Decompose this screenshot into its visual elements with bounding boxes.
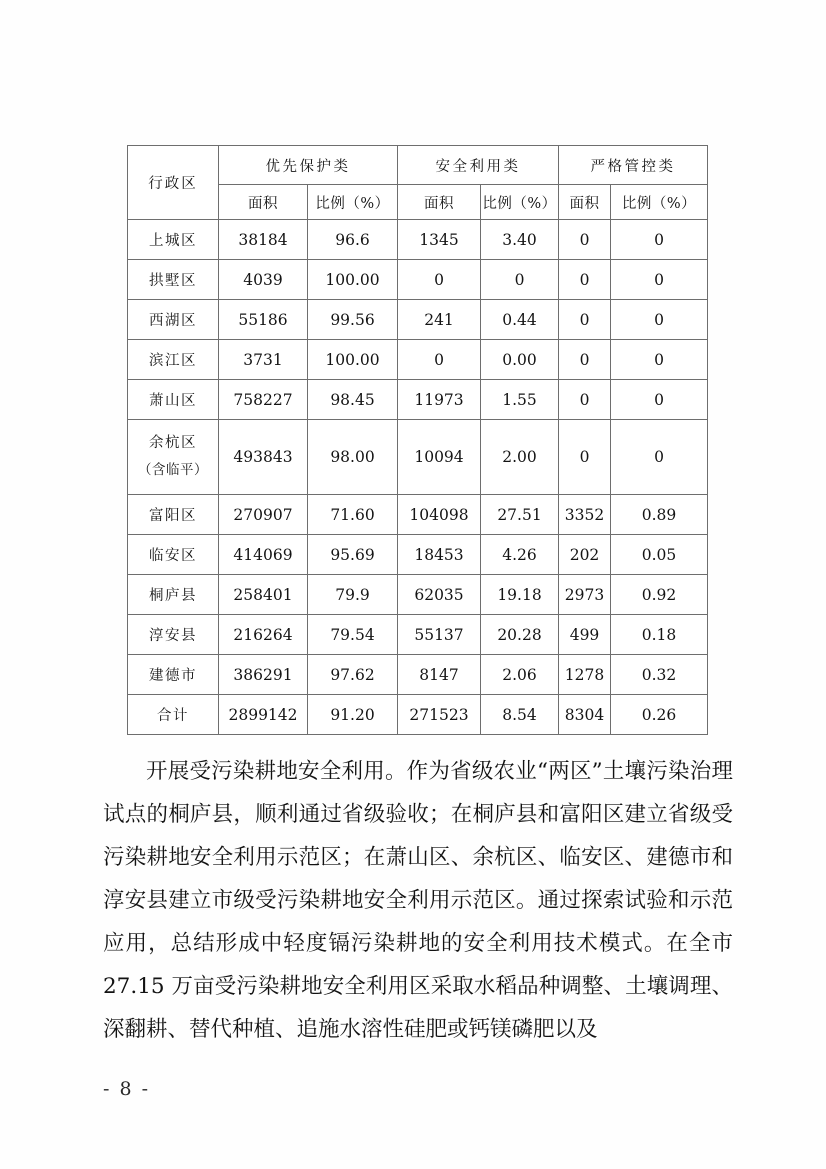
- header-sub-area-2: 面积: [398, 185, 481, 220]
- table-cell-value: 79.9: [308, 575, 398, 615]
- table-cell-value: 79.54: [308, 615, 398, 655]
- table-cell-value: 386291: [219, 655, 308, 695]
- table-header: [128, 146, 708, 220]
- table-body: [128, 220, 708, 735]
- table-cell-value: 55137: [398, 615, 481, 655]
- table-cell-value: 414069: [219, 535, 308, 575]
- table-cell-value: 241: [398, 300, 481, 340]
- region-name: 余杭区: [149, 435, 197, 452]
- table-cell-region: 富阳区: [128, 495, 219, 535]
- table-cell-value: 4039: [219, 260, 308, 300]
- table-cell-value: 97.62: [308, 655, 398, 695]
- farmland-classification-table-container: [127, 145, 707, 735]
- table-cell-region: 拱墅区: [128, 260, 219, 300]
- table-cell-value: 258401: [219, 575, 308, 615]
- table-cell-value: 0: [559, 260, 611, 300]
- table-cell-value: 0: [611, 340, 708, 380]
- page-number: - 8 -: [103, 1078, 151, 1100]
- table-cell-value: 271523: [398, 695, 481, 735]
- header-sub-percent-2: 比例（%）: [481, 185, 559, 220]
- table-cell-region: 临安区: [128, 535, 219, 575]
- table-cell-value: 8.54: [481, 695, 559, 735]
- table-cell-value: 18453: [398, 535, 481, 575]
- table-row: [128, 300, 708, 340]
- table-cell-value: 270907: [219, 495, 308, 535]
- table-cell-value: 493843: [219, 420, 308, 495]
- table-cell-value: 38184: [219, 220, 308, 260]
- table-row: [128, 535, 708, 575]
- table-cell-value: 0: [559, 220, 611, 260]
- table-cell-value: 0: [398, 260, 481, 300]
- table-cell-value: 0: [611, 420, 708, 495]
- table-cell-value: 0: [611, 260, 708, 300]
- table-cell-value: 4.26: [481, 535, 559, 575]
- table-header-group-row: [128, 146, 708, 185]
- header-region: 行政区: [128, 146, 219, 220]
- table-cell-value: 1.55: [481, 380, 559, 420]
- table-cell-value: 2973: [559, 575, 611, 615]
- table-row: [128, 260, 708, 300]
- table-cell-value: 0: [559, 380, 611, 420]
- table-cell-value: 3352: [559, 495, 611, 535]
- table-row: [128, 495, 708, 535]
- table-cell-value: 0.18: [611, 615, 708, 655]
- table-cell-value: 0: [398, 340, 481, 380]
- table-cell-value: 0.92: [611, 575, 708, 615]
- table-cell-region: 滨江区: [128, 340, 219, 380]
- table-cell-value: 20.28: [481, 615, 559, 655]
- table-cell-value: 98.45: [308, 380, 398, 420]
- header-sub-area-3: 面积: [559, 185, 611, 220]
- table-cell-value: 0: [611, 380, 708, 420]
- farmland-classification-table: [127, 145, 708, 735]
- table-cell-value: 100.00: [308, 340, 398, 380]
- table-cell-value: 3.40: [481, 220, 559, 260]
- table-row: [128, 380, 708, 420]
- region-note: （含临平）: [138, 461, 208, 478]
- table-cell-value: 99.56: [308, 300, 398, 340]
- table-cell-value: 0.05: [611, 535, 708, 575]
- table-cell-value: 96.6: [308, 220, 398, 260]
- table-cell-value: 2899142: [219, 695, 308, 735]
- table-cell-value: 758227: [219, 380, 308, 420]
- table-cell-region: 建德市: [128, 655, 219, 695]
- table-cell-value: 19.18: [481, 575, 559, 615]
- table-cell-value: 91.20: [308, 695, 398, 735]
- table-row: [128, 420, 708, 495]
- table-cell-value: 2.06: [481, 655, 559, 695]
- table-cell-value: 0.44: [481, 300, 559, 340]
- table-cell-region: 桐庐县: [128, 575, 219, 615]
- table-cell-region: 合计: [128, 695, 219, 735]
- table-cell-value: 1345: [398, 220, 481, 260]
- table-cell-value: 98.00: [308, 420, 398, 495]
- header-group-priority-protection: 优先保护类: [219, 146, 398, 185]
- table-cell-value: 10094: [398, 420, 481, 495]
- table-cell-value: 3731: [219, 340, 308, 380]
- table-cell-value: 8147: [398, 655, 481, 695]
- table-cell-value: 0.32: [611, 655, 708, 695]
- table-cell-value: 8304: [559, 695, 611, 735]
- body-paragraph: 开展受污染耕地安全利用。作为省级农业“两区”土壤污染治理试点的桐庐县，顺利通过省级验收；在桐庐县和富阳区建立省级受污染耕地安全利用示范区；在萧山区、余杭区、临安区、建德市和淳安县建立市级受污染耕地安全利用示范区。通过探索试验和示范应用，总结形成中轻度镉污染耕地的安全利用技术模式。在全市 27.15 万亩受污染耕地安全利用区采取水稻品种调整、土壤调理、深翻耕、替代种植、追施水溶性硅肥或钙镁磷肥以及: [103, 759, 733, 1042]
- table-cell-value: 2.00: [481, 420, 559, 495]
- table-row: [128, 575, 708, 615]
- table-cell-value: 71.60: [308, 495, 398, 535]
- header-sub-percent-1: 比例（%）: [308, 185, 398, 220]
- table-cell-value: 104098: [398, 495, 481, 535]
- header-sub-area-1: 面积: [219, 185, 308, 220]
- table-cell-value: 0.89: [611, 495, 708, 535]
- table-cell-region: 西湖区: [128, 300, 219, 340]
- table-cell-region: 萧山区: [128, 380, 219, 420]
- table-cell-value: 0: [611, 220, 708, 260]
- table-cell-value: 27.51: [481, 495, 559, 535]
- table-cell-value: 0.26: [611, 695, 708, 735]
- table-cell-value: 499: [559, 615, 611, 655]
- table-cell-region: 淳安县: [128, 615, 219, 655]
- table-row: [128, 695, 708, 735]
- table-cell-value: 55186: [219, 300, 308, 340]
- table-cell-value: 95.69: [308, 535, 398, 575]
- table-cell-value: 216264: [219, 615, 308, 655]
- header-group-strict-control: 严格管控类: [559, 146, 708, 185]
- table-cell-value: 202: [559, 535, 611, 575]
- table-cell-value: 11973: [398, 380, 481, 420]
- table-cell-value: 0: [611, 300, 708, 340]
- table-cell-value: 0: [481, 260, 559, 300]
- table-cell-value: 100.00: [308, 260, 398, 300]
- table-cell-value: 1278: [559, 655, 611, 695]
- table-cell-value: 62035: [398, 575, 481, 615]
- table-cell-value: 0: [559, 300, 611, 340]
- table-row: [128, 655, 708, 695]
- table-cell-region: 上城区: [128, 220, 219, 260]
- table-cell-region: [128, 420, 219, 495]
- table-cell-value: 0.00: [481, 340, 559, 380]
- table-cell-value: 0: [559, 340, 611, 380]
- table-row: [128, 615, 708, 655]
- table-row: [128, 220, 708, 260]
- header-sub-percent-3: 比例（%）: [611, 185, 708, 220]
- header-group-safe-use: 安全利用类: [398, 146, 559, 185]
- table-cell-value: 0: [559, 420, 611, 495]
- table-row: [128, 340, 708, 380]
